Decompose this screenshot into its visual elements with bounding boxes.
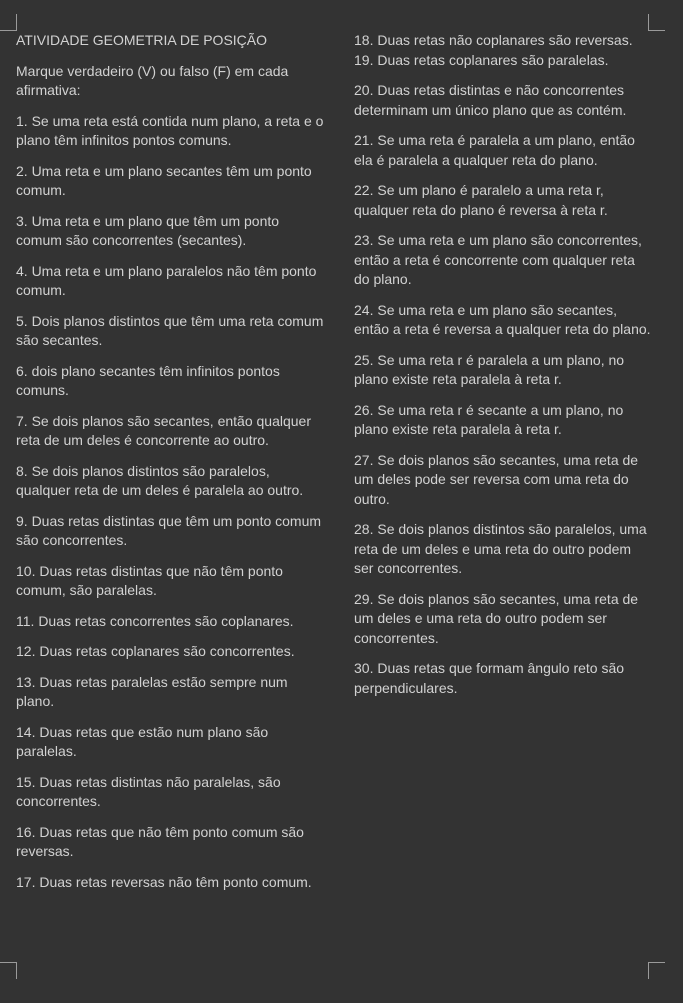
statement-8: 8. Se dois planos distintos são paralelos, qualquer reta de um deles é paralela ao outro. — [16, 462, 304, 498]
statement-13: 13. Duas retas paralelas estão sempre num plano. — [16, 673, 288, 709]
page-corner-mark-bottom-left — [0, 962, 17, 979]
statement-21: 21. Se uma reta é paralela a um plano, então ela é paralela a qualquer reta do plano. — [354, 132, 635, 168]
statement-12: 12. Duas retas coplanares são concorrentes. — [16, 643, 295, 659]
statement-27: 27. Se dois planos são secantes, uma reta de um deles pode ser reversa com uma reta do outro. — [354, 451, 639, 507]
statement-10: 10. Duas retas distintas que não têm ponto comum, são paralelas. — [16, 562, 283, 598]
page-corner-mark-top-left — [0, 14, 17, 31]
statement-9: 9. Duas retas distintas que têm um ponto comum são concorrentes. — [16, 512, 322, 548]
statement-11: 11. Duas retas concorrentes são coplanares. — [16, 612, 294, 629]
statement-16: 16. Duas retas que não têm ponto comum são reversas. — [16, 823, 304, 859]
statement-2: 2. Uma reta e um plano secantes têm um ponto comum. — [16, 162, 312, 198]
statement-3: 3. Uma reta e um plano que têm um ponto comum são concorrentes (secantes). — [16, 212, 280, 248]
left-column — [16, 31, 324, 903]
statement-20: 20. Duas retas distintas e não concorrentes determinam um único plano que as contém. — [354, 82, 627, 118]
statement-29: 29. Se dois planos são secantes, uma reta de um deles e uma reta do outro podem ser concorrentes. — [354, 590, 639, 646]
document-title: ATIVIDADE GEOMETRIA DE POSIÇÃO — [16, 32, 268, 48]
page-corner-mark-top-right — [648, 14, 665, 31]
statement-30: 30. Duas retas que formam ângulo reto são perpendiculares. — [354, 660, 625, 696]
statement-4: 4. Uma reta e um plano paralelos não têm ponto comum. — [16, 262, 317, 298]
statement-26: 26. Se uma reta r é secante a um plano, no plano existe reta paralela à reta r. — [354, 401, 624, 437]
statement-15: 15. Duas retas distintas não paralelas, são concorrentes. — [16, 773, 281, 809]
statement-5: 5. Dois planos distintos que têm uma reta comum são secantes. — [16, 312, 324, 348]
statement-19: 19. Duas retas coplanares são paralelas. — [354, 51, 609, 68]
statement-1: 1. Se uma reta está contida num plano, a reta e o plano têm infinitos pontos comuns. — [16, 112, 324, 148]
statement-18: 18. Duas retas não coplanares são reversas. — [354, 32, 633, 48]
right-column — [354, 31, 654, 709]
statement-25: 25. Se uma reta r é paralela a um plano, no plano existe reta paralela à reta r. — [354, 351, 625, 387]
instruction-text: Marque verdadeiro (V) ou falso (F) em cada afirmativa: — [16, 62, 289, 98]
statement-6: 6. dois plano secantes têm infinitos pontos comuns. — [16, 362, 280, 398]
statement-7: 7. Se dois planos são secantes, então qualquer reta de um deles é concorrente ao outro. — [16, 412, 311, 448]
statement-14: 14. Duas retas que estão num plano são paralelas. — [16, 723, 269, 759]
statement-22: 22. Se um plano é paralelo a uma reta r, qualquer reta do plano é reversa à reta r. — [354, 182, 608, 218]
statement-17: 17. Duas retas reversas não têm ponto comum. — [16, 873, 312, 890]
statement-24: 24. Se uma reta e um plano são secantes, então a reta é reversa a qualquer reta do plano. — [354, 301, 651, 337]
statement-23: 23. Se uma reta e um plano são concorrentes, então a reta é concorrente com qualquer reta do plano. — [354, 232, 642, 287]
statement-28: 28. Se dois planos distintos são paralelos, uma reta de um deles e uma reta do outro podem ser concorrentes. — [354, 521, 647, 576]
page-corner-mark-bottom-right — [648, 962, 665, 979]
